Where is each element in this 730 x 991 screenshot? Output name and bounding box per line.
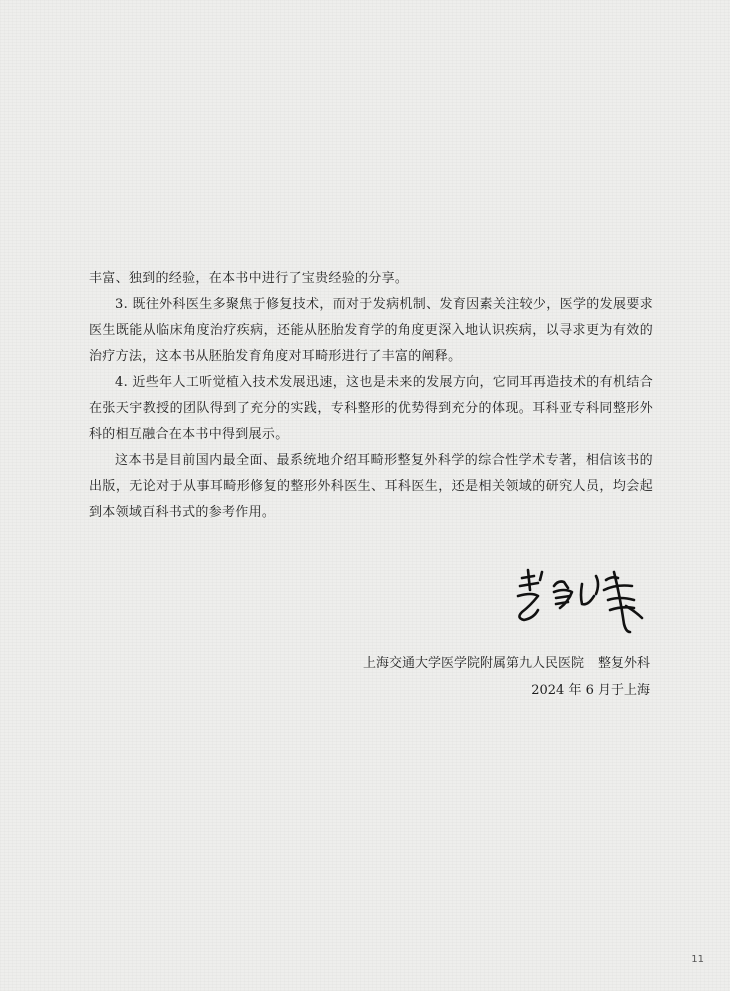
paragraph-continuation: 丰富、独到的经验，在本书中进行了宝贵经验的分享。 xyxy=(89,271,409,286)
signature-date: 2024 年 6 月于上海 xyxy=(531,683,650,698)
paragraph-item-4: 4. 近些年人工听觉植入技术发展迅速，这也是未来的发展方向，它同耳再造技术的有机结合在张天宇教授的团队得到了充分的实践，专科整形的优势得到充分的体现。耳科亚专科同整形外科的相互融合在本书中得到展示。 xyxy=(89,375,653,442)
hospital-name: 上海交通大学医学院附属第九人民医院 xyxy=(362,656,584,671)
paragraph-conclusion: 这本书是目前国内最全面、最系统地介绍耳畸形整复外科学的综合性学术专著，相信该书的出版，无论对于从事耳畸形修复的整形外科医生、耳科医生，还是相关领域的研究人员，均会起到本领域百科书式的参考作用。 xyxy=(89,453,653,520)
signature-affiliation xyxy=(363,654,650,674)
department-name: 整复外科 xyxy=(597,656,650,671)
page-number: 11 xyxy=(691,954,704,965)
body-text xyxy=(89,266,653,526)
handwritten-signature xyxy=(508,566,658,646)
paragraph-item-3: 3. 既往外科医生多聚焦于修复技术，而对于发病机制、发育因素关注较少，医学的发展要求医生既能从临床角度治疗疾病，还能从胚胎发育学的角度更深入地认识疾病，以寻求更为有效的治疗方法，这本书从胚胎发育角度对耳畸形进行了丰富的阐释。 xyxy=(89,297,653,364)
